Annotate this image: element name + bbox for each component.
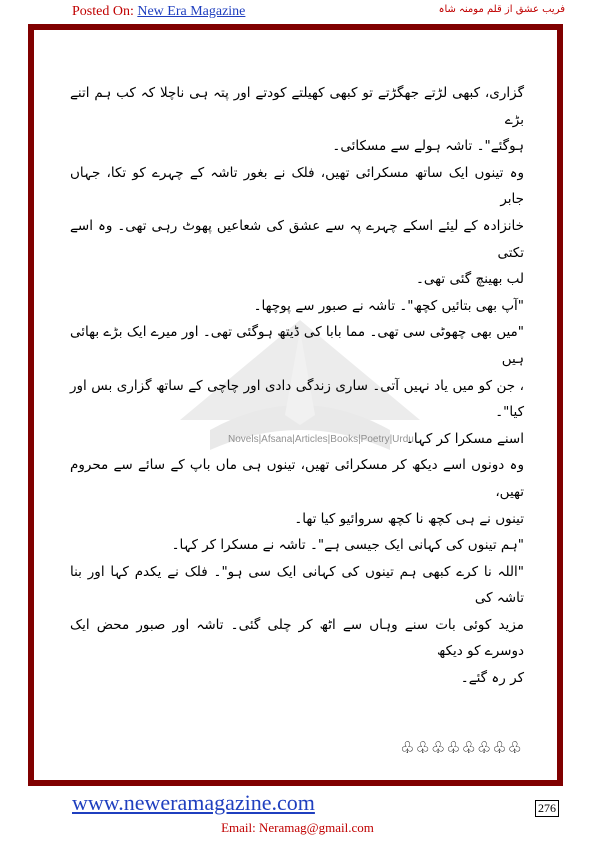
text-line: اسنے مسکرا کر کہا۔ xyxy=(405,430,524,447)
text-line: ہوگئے"۔ تاشہ ہولے سے مسکائی۔ xyxy=(332,138,524,155)
text-line: ، جن کو میں یاد نہیں آتی۔ ساری زندگی دادی اور چاچی کے ساتھ گزاری بس اور کیا"۔ xyxy=(70,377,524,421)
posted-on-label: Posted On: xyxy=(72,4,134,19)
text-line: مزید کوئی بات سنے وہاں سے اٹھ کر چلی گئی۔ تاشہ اور صبور محض ایک دوسرے کو دیکھ xyxy=(70,616,524,660)
header-posted-on xyxy=(72,4,245,20)
text-line: وہ دونوں اسے دیکھ کر مسکرائی تھیں، تینوں ہی ماں باپ کے سائے سے محروم تھیں، xyxy=(70,457,524,500)
text-line: وہ تینوں ایک ساتھ مسکرائی تھیں، فلک نے بغور تاشہ کے چہرے کو تکا، جہاں جابر xyxy=(70,164,524,208)
text-line: "آپ بھی بتائیں کچھ"۔ تاشہ نے صبور سے پوچھا۔ xyxy=(253,297,524,314)
footer-website-link[interactable]: www.neweramagazine.com xyxy=(72,790,315,815)
page-number: 276 xyxy=(535,800,559,817)
text-line: "میں بھی چھوٹی سی تھی۔ مما بابا کی ڈیتھ ہوگئی تھی۔ اور میرے ایک بڑے بھائی ہیں xyxy=(70,324,524,367)
section-break-ornament: ♧♧♧♧♧♧♧♧ xyxy=(400,738,523,757)
text-line: "اللہ نا کرے کبھی ہم تینوں کی کہانی ایک سی ہو"۔ فلک نے یکدم کہا اور بنا تاشہ کی xyxy=(70,563,524,607)
text-line: خانزادہ کے لیئے اسکے چہرے پہ سے عشق کی شعاعیں پھوٹ رہی تھی۔ وہ اسے تکتی xyxy=(70,217,524,261)
text-line: "ہم تینوں کی کہانی ایک جیسی ہے"۔ تاشہ نے مسکرا کر کہا۔ xyxy=(171,537,524,554)
magazine-link[interactable]: New Era Magazine xyxy=(137,4,246,19)
text-line: لب بھینچ گئی تھی۔ xyxy=(416,271,524,288)
text-line: تینوں نے ہی کچھ نا کچھ سروائیو کیا تھا۔ xyxy=(294,510,524,527)
article-body xyxy=(70,80,524,692)
footer-email: Email: Neramag@gmail.com xyxy=(221,820,374,835)
header-title: فریب عشق از قلم مومنہ شاہ xyxy=(438,4,565,15)
text-line: کر رہ گئے۔ xyxy=(460,670,524,687)
text-line: گزاری، کبھی لڑتے جھگڑتے تو کبھی کھیلتے کودتے اور پتہ ہی ناچلا کہ کب ہم اتنے بڑے xyxy=(70,85,524,128)
watermark-text: Novels|Afsana|Articles|Books|Poetry|Urdu xyxy=(228,434,414,445)
